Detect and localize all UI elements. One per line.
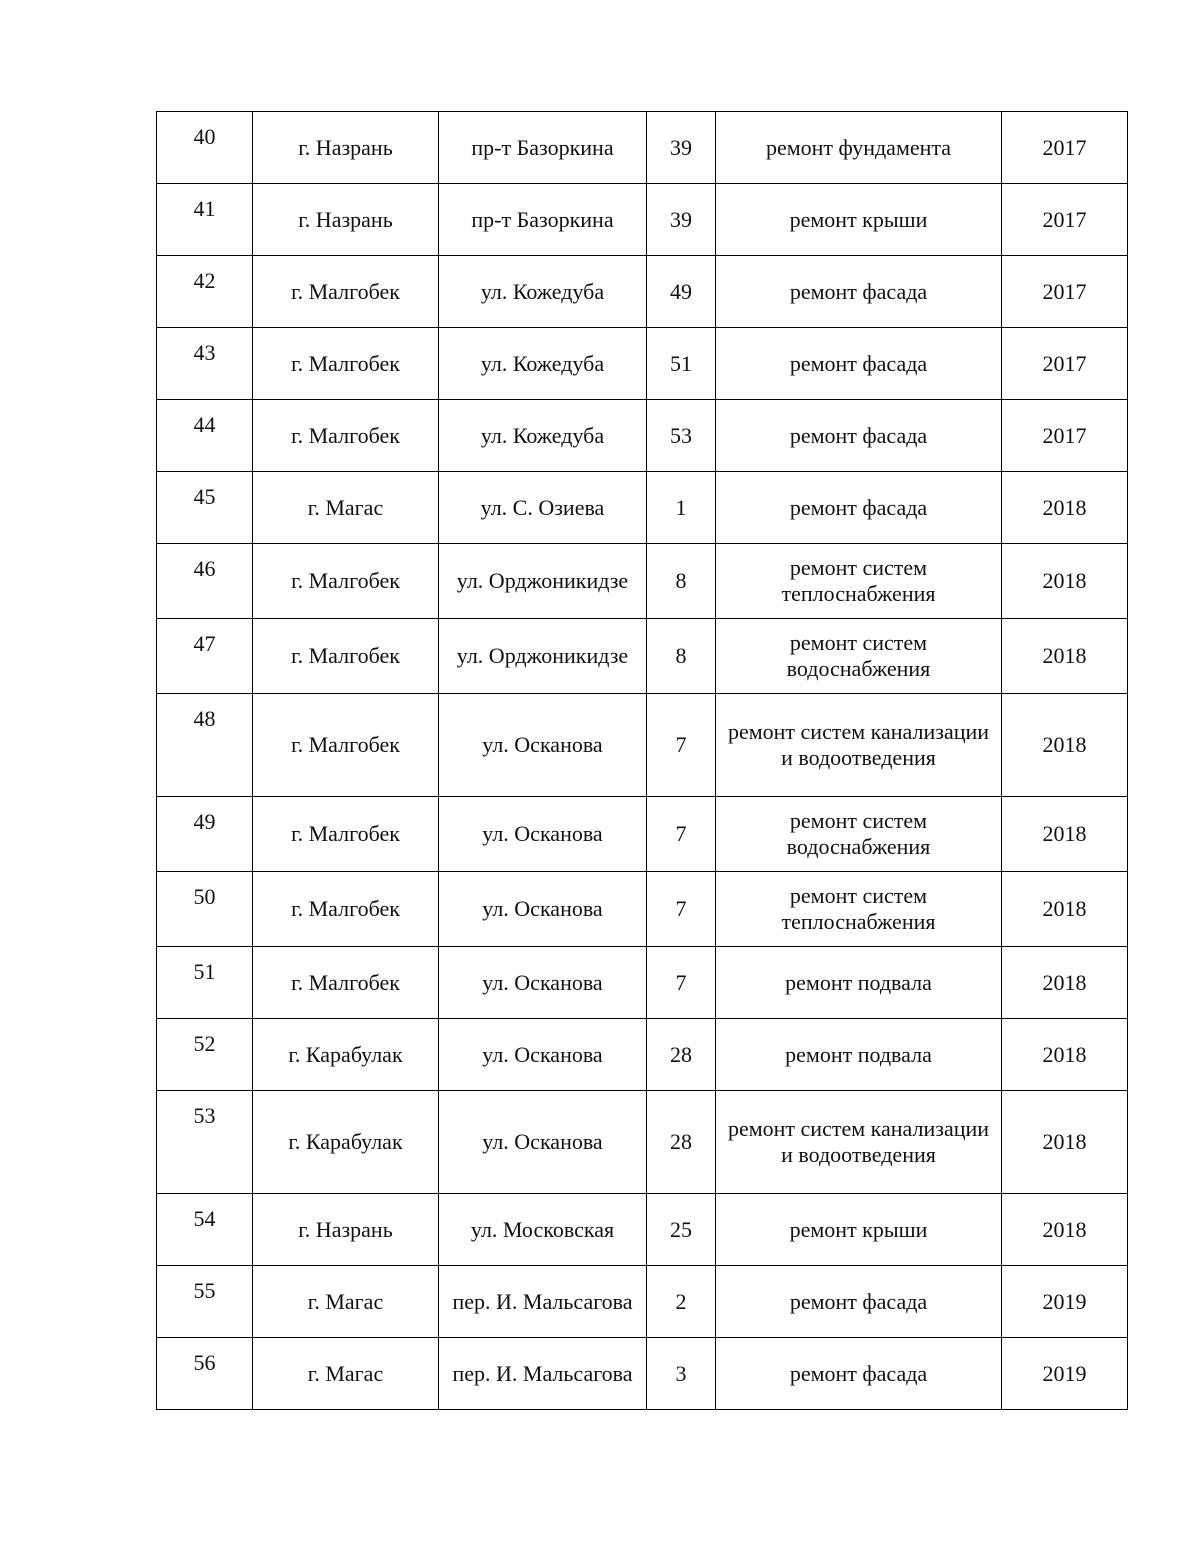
table-row [157, 1338, 1128, 1410]
city-cell: г. Магас [253, 1338, 439, 1410]
house-number-cell: 53 [647, 400, 716, 472]
house-number-cell: 8 [647, 619, 716, 694]
row-number-cell: 47 [157, 619, 253, 694]
work-type-cell: ремонт крыши [716, 184, 1002, 256]
street-cell: ул. Осканова [439, 947, 647, 1019]
city-cell: г. Малгобек [253, 544, 439, 619]
row-number-cell: 42 [157, 256, 253, 328]
year-cell: 2017 [1002, 400, 1128, 472]
city-cell: г. Малгобек [253, 400, 439, 472]
street-cell: пер. И. Мальсагова [439, 1266, 647, 1338]
street-cell: ул. Московская [439, 1194, 647, 1266]
table-row [157, 1091, 1128, 1194]
street-cell: ул. С. Озиева [439, 472, 647, 544]
street-cell: ул. Осканова [439, 872, 647, 947]
row-number-cell: 46 [157, 544, 253, 619]
table-row [157, 872, 1128, 947]
work-type-cell: ремонт подвала [716, 1019, 1002, 1091]
house-number-cell: 7 [647, 947, 716, 1019]
house-number-cell: 2 [647, 1266, 716, 1338]
work-type-cell: ремонт подвала [716, 947, 1002, 1019]
row-number-cell: 56 [157, 1338, 253, 1410]
street-cell: пер. И. Мальсагова [439, 1338, 647, 1410]
table-row [157, 544, 1128, 619]
house-number-cell: 39 [647, 184, 716, 256]
work-type-cell: ремонт систем теплоснабжения [716, 544, 1002, 619]
year-cell: 2019 [1002, 1338, 1128, 1410]
work-type-cell: ремонт фасада [716, 328, 1002, 400]
city-cell: г. Назрань [253, 184, 439, 256]
street-cell: ул. Орджоникидзе [439, 544, 647, 619]
house-number-cell: 7 [647, 694, 716, 797]
city-cell: г. Магас [253, 472, 439, 544]
work-type-cell: ремонт фасада [716, 472, 1002, 544]
city-cell: г. Назрань [253, 112, 439, 184]
house-number-cell: 28 [647, 1091, 716, 1194]
house-number-cell: 8 [647, 544, 716, 619]
work-type-cell: ремонт систем канализации и водоотведения [716, 1091, 1002, 1194]
table-row [157, 256, 1128, 328]
city-cell: г. Карабулак [253, 1091, 439, 1194]
row-number-cell: 41 [157, 184, 253, 256]
table-row [157, 947, 1128, 1019]
row-number-cell: 45 [157, 472, 253, 544]
table-row [157, 1266, 1128, 1338]
street-cell: пр-т Базоркина [439, 184, 647, 256]
year-cell: 2018 [1002, 1194, 1128, 1266]
work-type-cell: ремонт систем канализации и водоотведения [716, 694, 1002, 797]
work-type-cell: ремонт систем водоснабжения [716, 797, 1002, 872]
row-number-cell: 43 [157, 328, 253, 400]
year-cell: 2018 [1002, 544, 1128, 619]
year-cell: 2018 [1002, 472, 1128, 544]
row-number-cell: 54 [157, 1194, 253, 1266]
city-cell: г. Магас [253, 1266, 439, 1338]
house-number-cell: 39 [647, 112, 716, 184]
table-row [157, 797, 1128, 872]
table-row [157, 328, 1128, 400]
row-number-cell: 53 [157, 1091, 253, 1194]
year-cell: 2018 [1002, 694, 1128, 797]
street-cell: ул. Орджоникидзе [439, 619, 647, 694]
street-cell: ул. Осканова [439, 1091, 647, 1194]
work-type-cell: ремонт фасада [716, 256, 1002, 328]
work-type-cell: ремонт фасада [716, 400, 1002, 472]
work-type-cell: ремонт фасада [716, 1338, 1002, 1410]
table-row [157, 400, 1128, 472]
row-number-cell: 52 [157, 1019, 253, 1091]
year-cell: 2018 [1002, 1019, 1128, 1091]
street-cell: ул. Кожедуба [439, 328, 647, 400]
repair-schedule-table [156, 111, 1128, 1410]
city-cell: г. Малгобек [253, 328, 439, 400]
year-cell: 2018 [1002, 797, 1128, 872]
year-cell: 2017 [1002, 328, 1128, 400]
house-number-cell: 7 [647, 872, 716, 947]
city-cell: г. Малгобек [253, 872, 439, 947]
row-number-cell: 48 [157, 694, 253, 797]
year-cell: 2018 [1002, 619, 1128, 694]
year-cell: 2017 [1002, 184, 1128, 256]
table-row [157, 112, 1128, 184]
year-cell: 2017 [1002, 112, 1128, 184]
row-number-cell: 44 [157, 400, 253, 472]
street-cell: ул. Осканова [439, 1019, 647, 1091]
street-cell: ул. Осканова [439, 797, 647, 872]
table-row [157, 619, 1128, 694]
house-number-cell: 7 [647, 797, 716, 872]
house-number-cell: 51 [647, 328, 716, 400]
row-number-cell: 55 [157, 1266, 253, 1338]
city-cell: г. Назрань [253, 1194, 439, 1266]
year-cell: 2019 [1002, 1266, 1128, 1338]
year-cell: 2018 [1002, 872, 1128, 947]
house-number-cell: 25 [647, 1194, 716, 1266]
street-cell: ул. Кожедуба [439, 256, 647, 328]
house-number-cell: 1 [647, 472, 716, 544]
city-cell: г. Малгобек [253, 256, 439, 328]
row-number-cell: 40 [157, 112, 253, 184]
street-cell: ул. Кожедуба [439, 400, 647, 472]
table-row [157, 1194, 1128, 1266]
house-number-cell: 28 [647, 1019, 716, 1091]
work-type-cell: ремонт фундамента [716, 112, 1002, 184]
house-number-cell: 49 [647, 256, 716, 328]
street-cell: ул. Осканова [439, 694, 647, 797]
table-row [157, 694, 1128, 797]
city-cell: г. Малгобек [253, 797, 439, 872]
work-type-cell: ремонт систем водоснабжения [716, 619, 1002, 694]
year-cell: 2017 [1002, 256, 1128, 328]
table-row [157, 1019, 1128, 1091]
year-cell: 2018 [1002, 947, 1128, 1019]
house-number-cell: 3 [647, 1338, 716, 1410]
row-number-cell: 51 [157, 947, 253, 1019]
work-type-cell: ремонт фасада [716, 1266, 1002, 1338]
year-cell: 2018 [1002, 1091, 1128, 1194]
table-body [157, 112, 1128, 1410]
table-row [157, 472, 1128, 544]
work-type-cell: ремонт крыши [716, 1194, 1002, 1266]
city-cell: г. Малгобек [253, 947, 439, 1019]
street-cell: пр-т Базоркина [439, 112, 647, 184]
work-type-cell: ремонт систем теплоснабжения [716, 872, 1002, 947]
row-number-cell: 50 [157, 872, 253, 947]
city-cell: г. Карабулак [253, 1019, 439, 1091]
city-cell: г. Малгобек [253, 694, 439, 797]
table-row [157, 184, 1128, 256]
row-number-cell: 49 [157, 797, 253, 872]
city-cell: г. Малгобек [253, 619, 439, 694]
